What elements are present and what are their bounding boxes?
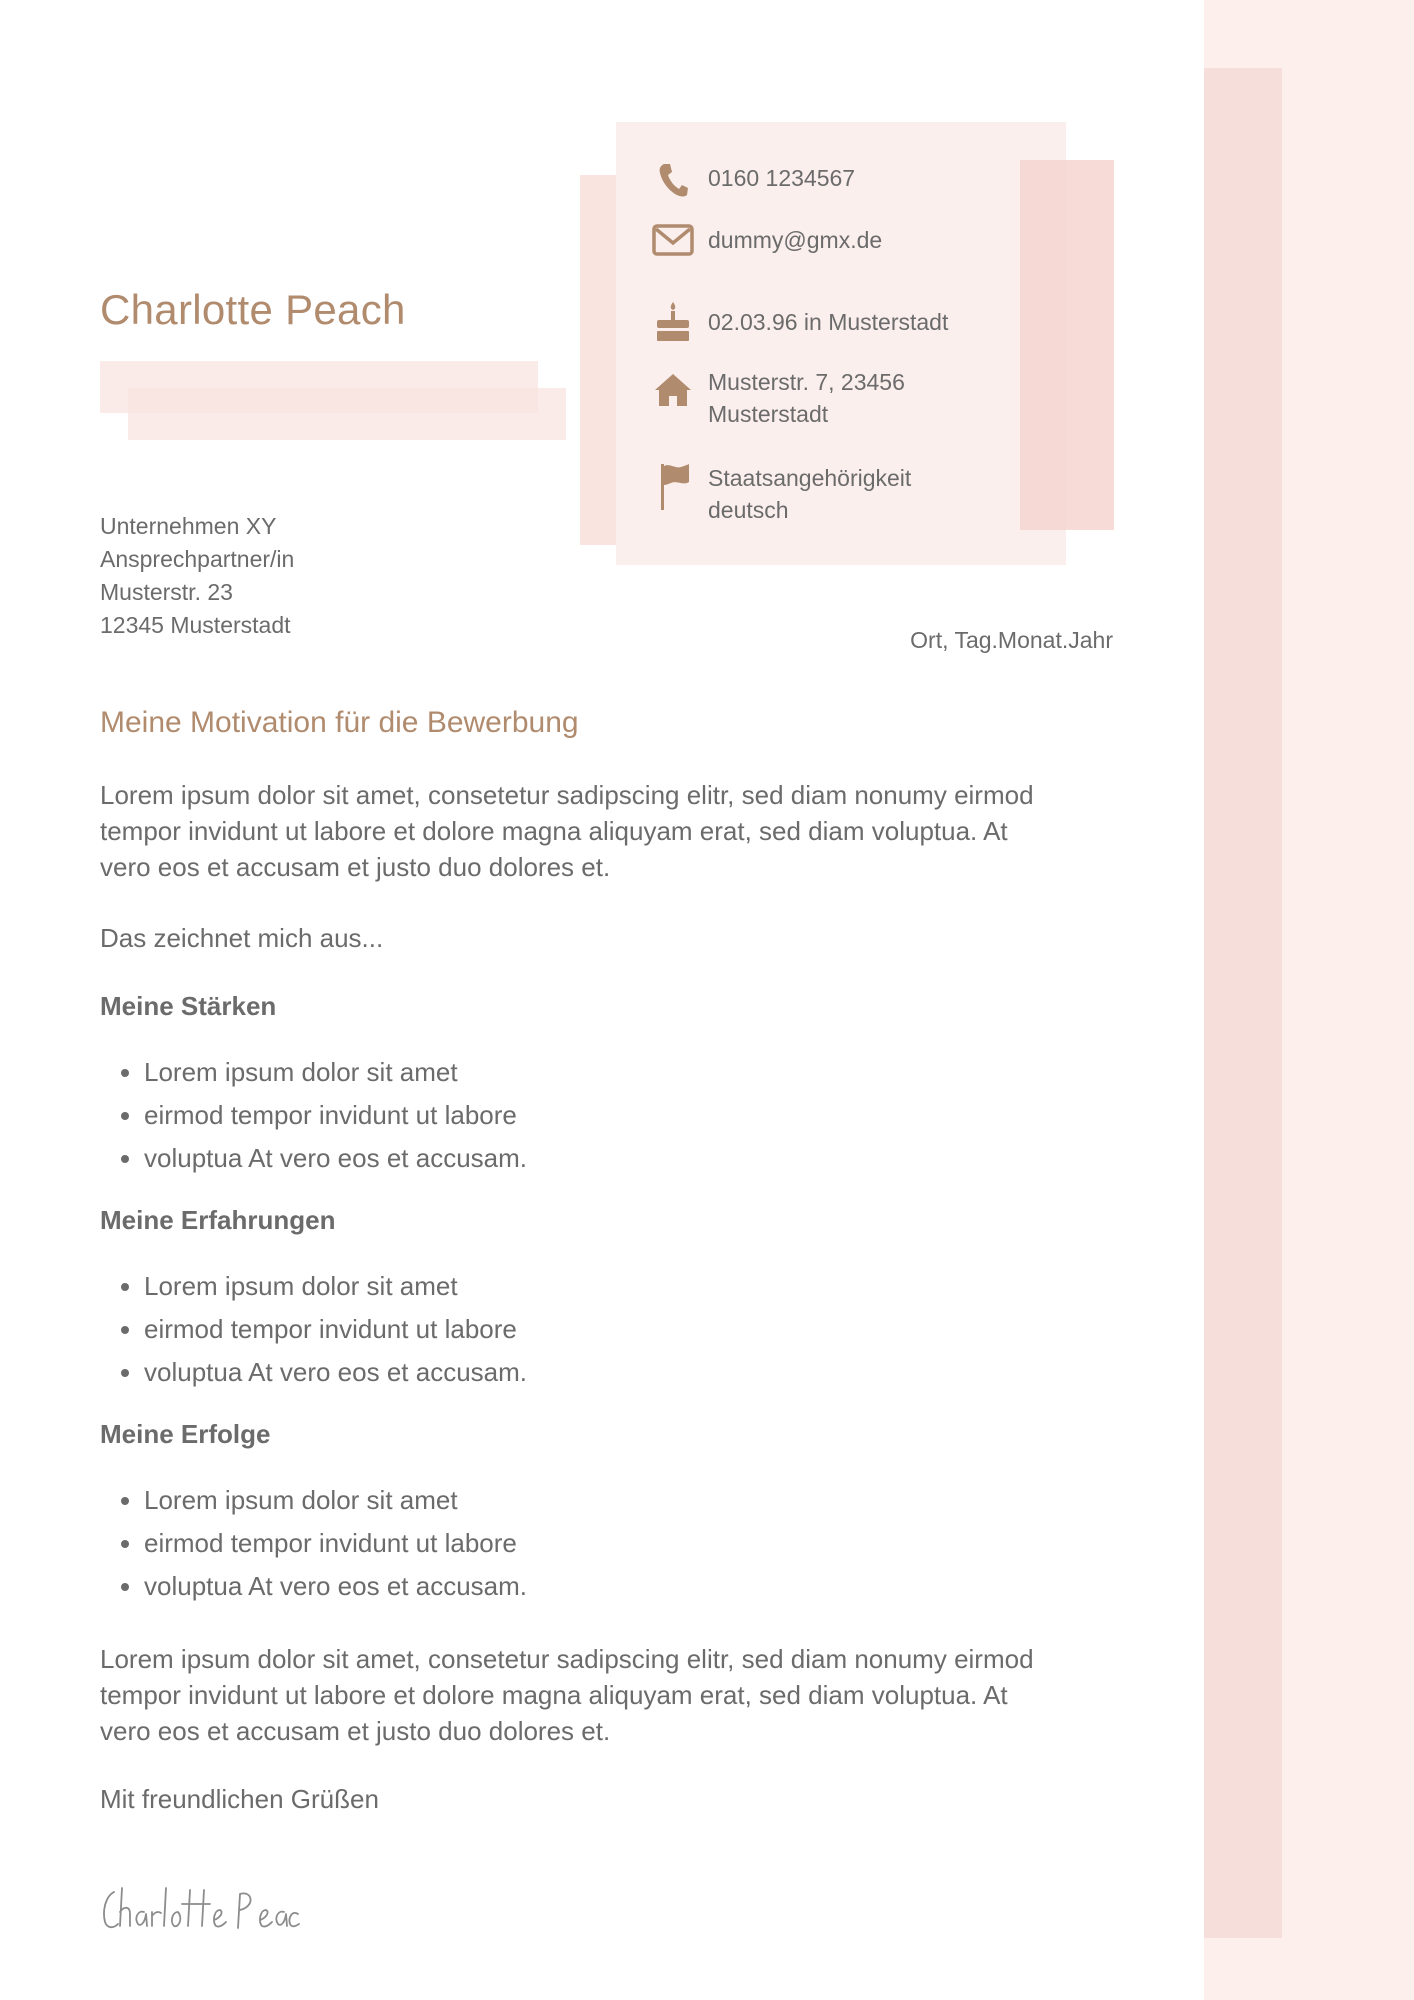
contact-birth <box>650 300 1060 342</box>
phone-number: 0160 1234567 <box>708 165 856 191</box>
recipient-street: Musterstr. 23 <box>100 579 233 605</box>
section-title-strengths: Meine Stärken <box>100 991 277 1021</box>
signature <box>100 1882 300 1938</box>
closing-greeting: Mit freundlichen Grüßen <box>100 1784 379 1814</box>
flag-icon <box>650 462 696 510</box>
letter-heading: Meine Motivation für die Bewerbung <box>100 706 579 739</box>
lead-paragraph: Das zeichnet mich aus... <box>100 923 384 953</box>
address <box>708 366 905 430</box>
nationality-value: deutsch <box>708 497 789 523</box>
list-item: • Lorem ipsum dolor sit amet <box>144 1051 527 1094</box>
contact-list <box>650 158 1060 526</box>
list-item: • voluptua At vero eos et accusam. <box>144 1137 527 1180</box>
cake-icon <box>650 300 696 342</box>
decorative-stripe-inner <box>1204 68 1282 1938</box>
recipient-address <box>100 510 294 642</box>
list-item: • Lorem ipsum dolor sit amet <box>144 1479 527 1522</box>
name-underline-bar-offset <box>128 388 566 440</box>
recipient-city: 12345 Musterstadt <box>100 612 291 638</box>
outro-paragraph: Lorem ipsum dolor sit amet, consetetur sadipscing elitr, sed diam nonumy eirmod tempor invidunt ut labore et dolore magna aliquyam erat, sed diam voluptua. At vero eos et accusam et justo duo dolores et. <box>100 1644 1034 1746</box>
contact-nationality <box>650 462 1060 526</box>
intro-paragraph: Lorem ipsum dolor sit amet, consetetur sadipscing elitr, sed diam nonumy eirmod tempor invidunt ut labore et dolore magna aliquyam erat, sed diam voluptua. At vero eos et accusam et justo duo dolores et. <box>100 780 1034 882</box>
recipient-company: Unternehmen XY <box>100 513 277 539</box>
contact-email <box>650 224 1060 256</box>
strengths-list <box>100 1051 527 1180</box>
recipient-contact-person: Ansprechpartner/in <box>100 546 295 572</box>
email-address: dummy@gmx.de <box>708 227 883 253</box>
experience-list <box>100 1265 527 1394</box>
contact-phone <box>650 162 1060 198</box>
contact-address <box>650 366 1060 430</box>
list-item: • voluptua At vero eos et accusam. <box>144 1351 527 1394</box>
birth-info: 02.03.96 in Musterstadt <box>708 309 949 335</box>
list-item: • voluptua At vero eos et accusam. <box>144 1565 527 1608</box>
address-line-1: Musterstr. 7, 23456 <box>708 369 905 395</box>
home-icon <box>650 372 696 408</box>
address-line-2: Musterstadt <box>708 401 829 427</box>
list-item: • eirmod tempor invidunt ut labore <box>144 1522 527 1565</box>
list-item: • eirmod tempor invidunt ut labore <box>144 1308 527 1351</box>
applicant-name: Charlotte Peach <box>100 286 406 333</box>
achievements-list <box>100 1479 527 1608</box>
list-item: • Lorem ipsum dolor sit amet <box>144 1265 527 1308</box>
mail-icon <box>650 224 696 256</box>
nationality-label: Staatsangehörigkeit <box>708 465 912 491</box>
phone-icon <box>650 162 696 198</box>
section-title-achievements: Meine Erfolge <box>100 1419 271 1449</box>
nationality <box>708 462 911 526</box>
letter-date: Ort, Tag.Monat.Jahr <box>910 627 1113 653</box>
list-item: • eirmod tempor invidunt ut labore <box>144 1094 527 1137</box>
section-title-experience: Meine Erfahrungen <box>100 1205 336 1235</box>
